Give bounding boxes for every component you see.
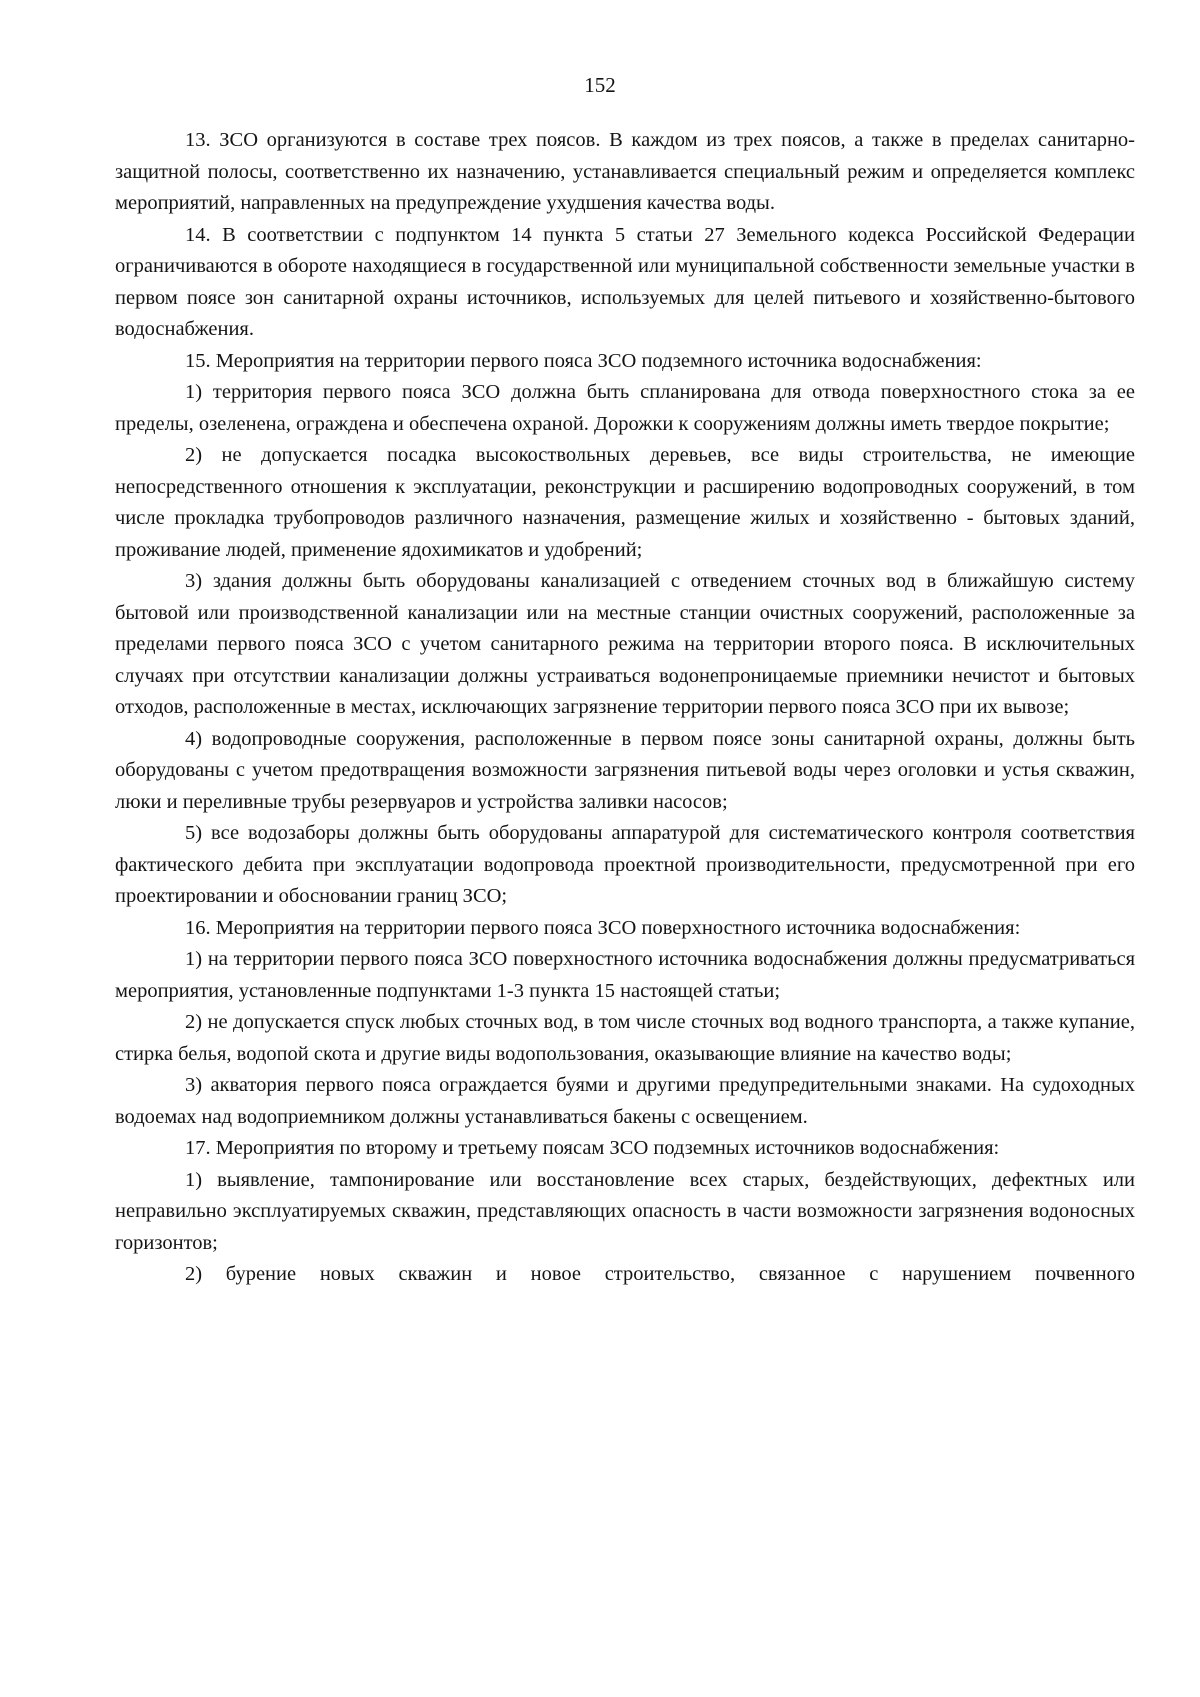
paragraph-15-item-1: 1) территория первого пояса ЗСО должна быть спланирована для отвода поверхностного стока за ее пределы, озеленена, ограждена и обеспечена охраной. Дорожки к сооружениям должны иметь твердое покрытие;	[115, 381, 1135, 435]
paragraph-15-item-3: 3) здания должны быть оборудованы канализацией с отведением сточных вод в ближайшую систему бытовой или производственной канализации или на местные станции очистных сооружений, расположенные за пределами первого пояса ЗСО с учетом санитарного режима на территории второго пояса. В исключительных случаях при отсутствии канализации должны устраиваться водонепроницаемые приемники нечистот и бытовых отходов, расположенные в местах, исключающих загрязнение территории первого пояса ЗСО при их вывозе;	[115, 570, 1135, 718]
paragraph-16-item-1: 1) на территории первого пояса ЗСО поверхностного источника водоснабжения должны предусматриваться мероприятия, установленные подпунктами 1-3 пункта 15 настоящей статьи;	[115, 948, 1135, 1002]
paragraph-15: 15. Мероприятия на территории первого пояса ЗСО подземного источника водоснабжения:	[185, 349, 982, 372]
document-body	[115, 125, 1135, 1291]
paragraph-17-item-1: 1) выявление, тампонирование или восстановление всех старых, бездействующих, дефектных или неправильно эксплуатируемых скважин, представляющих опасность в части возможности загрязнения водоносных горизонтов;	[115, 1168, 1135, 1254]
paragraph-15-item-2: 2) не допускается посадка высокоствольных деревьев, все виды строительства, не имеющие непосредственного отношения к эксплуатации, реконструкции и расширению водопроводных сооружений, в том числе прокладка трубопроводов различного назначения, размещение жилых и хозяйственно - бытовых зданий, проживание людей, применение ядохимикатов и удобрений;	[115, 444, 1135, 561]
paragraph-16-item-2: 2) не допускается спуск любых сточных вод, в том числе сточных вод водного транспорта, а также купание, стирка белья, водопой скота и другие виды водопользования, оказывающие влияние на качество воды;	[115, 1011, 1135, 1065]
paragraph-17-item-2: 2) бурение новых скважин и новое строительство, связанное с нарушением почвенного	[185, 1263, 1135, 1285]
paragraph-13: 13. ЗСО организуются в составе трех поясов. В каждом из трех поясов, а также в пределах санитарно-защитной полосы, соответственно их назначению, устанавливается специальный режим и определяется комплекс мероприятий, направленных на предупреждение ухудшения качества воды.	[115, 129, 1135, 214]
paragraph-15-item-4: 4) водопроводные сооружения, расположенные в первом поясе зоны санитарной охраны, должны быть оборудованы с учетом предотвращения возможности загрязнения питьевой воды через оголовки и устья скважин, люки и переливные трубы резервуаров и устройства заливки насосов;	[115, 727, 1135, 813]
paragraph-16: 16. Мероприятия на территории первого пояса ЗСО поверхностного источника водоснабжения:	[185, 916, 1021, 939]
paragraph-16-item-3: 3) акватория первого пояса ограждается буями и другими предупредительными знаками. На судоходных водоемах над водоприемником должны устанавливаться бакены с освещением.	[115, 1074, 1135, 1128]
paragraph-14: 14. В соответствии с подпунктом 14 пункта 5 статьи 27 Земельного кодекса Российской Федерации ограничиваются в обороте находящиеся в государственной или муниципальной собственности земельные участки в первом поясе зон санитарной охраны источников, используемых для целей питьевого и хозяйственно-бытового водоснабжения.	[115, 223, 1135, 340]
page-number: 152	[584, 73, 616, 97]
paragraph-15-item-5: 5) все водозаборы должны быть оборудованы аппаратурой для систематического контроля соответствия фактического дебита при эксплуатации водопровода проектной производительности, предусмотренной при его проектировании и обосновании границ ЗСО;	[115, 822, 1135, 907]
paragraph-17: 17. Мероприятия по второму и третьему поясам ЗСО подземных источников водоснабжения:	[185, 1137, 1000, 1159]
